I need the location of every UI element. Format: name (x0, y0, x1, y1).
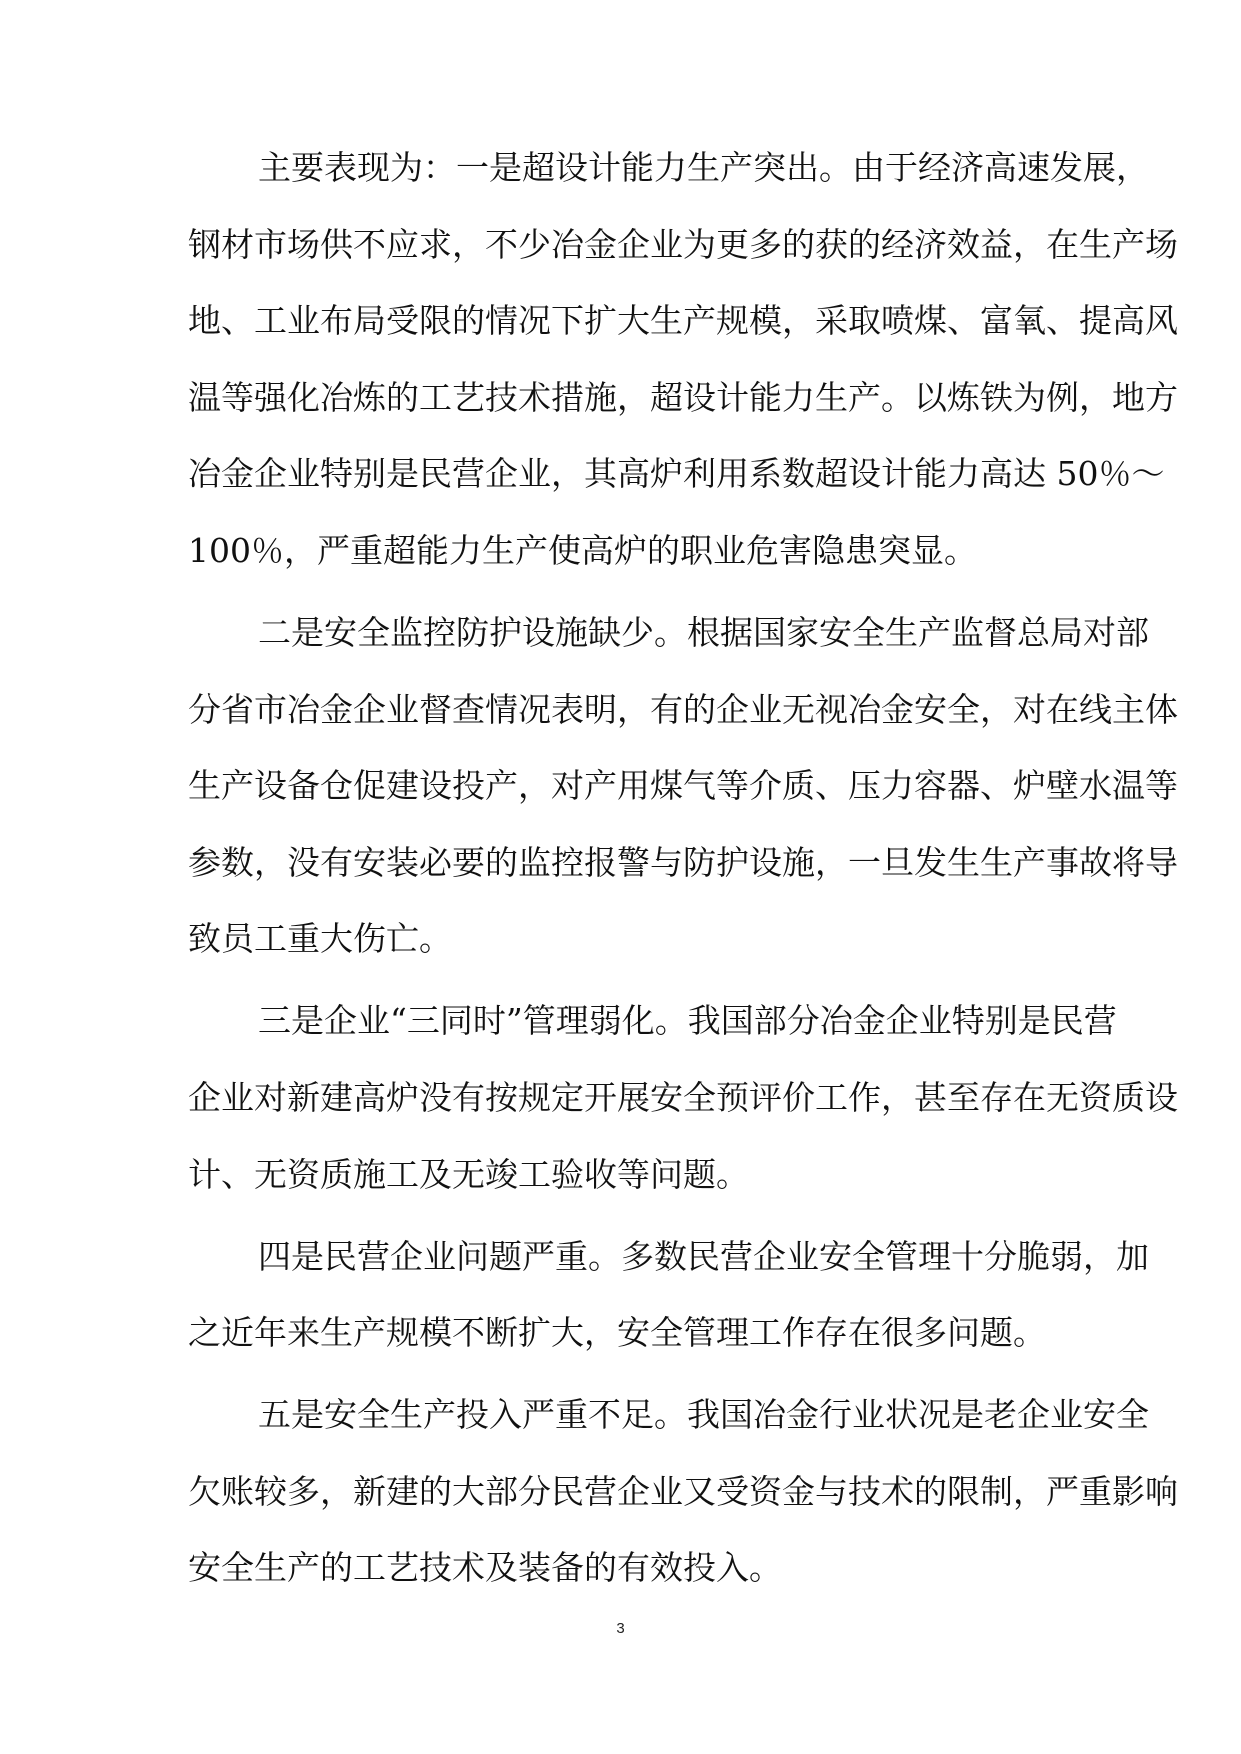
paragraph-line: 致员工重大伤亡。 (188, 919, 452, 959)
page-number: 3 (616, 1620, 625, 1637)
paragraph-line: 五是安全生产投入严重不足。我国冶金行业状况是老企业安全 (258, 1395, 1149, 1435)
paragraph-line: 生产设备仓促建设投产，对产用煤气等介质、压力容器、炉壁水温等 (188, 766, 1178, 806)
body-text (188, 146, 1178, 1623)
paragraph-line: 三是企业“三同时”管理弱化。我国部分冶金企业特别是民营 (258, 1001, 1117, 1041)
paragraph-line: 冶金企业特别是民营企业，其高炉利用系数超设计能力高达 50％～ (188, 454, 1165, 494)
paragraph-line: 计、无资质施工及无竣工验收等问题。 (188, 1154, 749, 1194)
paragraph-line: 参数，没有安装必要的监控报警与防护设施，一旦发生生产事故将导 (188, 842, 1178, 882)
paragraph-line: 地、工业布局受限的情况下扩大生产规模，采取喷煤、富氧、提高风 (188, 301, 1178, 341)
paragraph-line: 之近年来生产规模不断扩大，安全管理工作存在很多问题。 (188, 1313, 1046, 1353)
paragraph-line: 分省市冶金企业督查情况表明，有的企业无视冶金安全，对在线主体 (188, 689, 1178, 729)
paragraph-line: 四是民营企业问题严重。多数民营企业安全管理十分脆弱，加 (258, 1236, 1149, 1276)
paragraph-line: 温等强化冶炼的工艺技术措施，超设计能力生产。以炼铁为例，地方 (188, 377, 1178, 417)
paragraph-line: 安全生产的工艺技术及装备的有效投入。 (188, 1548, 782, 1588)
paragraph-line: 100％，严重超能力生产使高炉的职业危害隐患突显。 (188, 530, 977, 570)
paragraph-line: 欠账较多，新建的大部分民营企业又受资金与技术的限制，严重影响 (188, 1471, 1178, 1511)
paragraph-line: 钢材市场供不应求，不少冶金企业为更多的获的经济效益，在生产场 (188, 224, 1178, 264)
paragraph-line: 二是安全监控防护设施缺少。根据国家安全生产监督总局对部 (258, 612, 1149, 652)
paragraph-line: 企业对新建高炉没有按规定开展安全预评价工作，甚至存在无资质设 (188, 1077, 1178, 1117)
paragraph-line: 主要表现为：一是超设计能力生产突出。由于经济高速发展， (258, 148, 1149, 187)
